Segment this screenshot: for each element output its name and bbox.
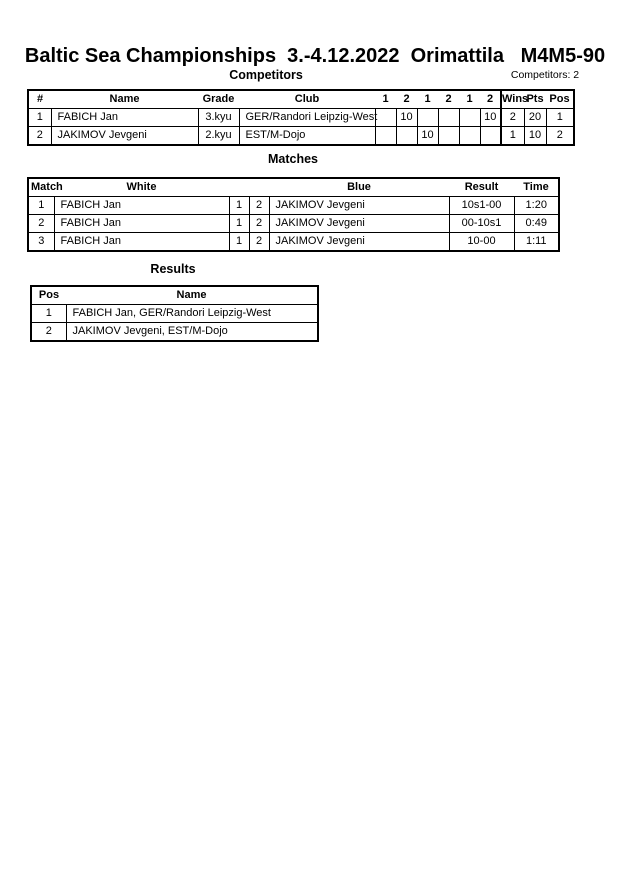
col-header-time: Time: [514, 178, 559, 197]
cell-result: 10-00: [449, 233, 514, 252]
cell-score: [459, 127, 480, 146]
match-row: [28, 233, 559, 252]
col-header-score: 1: [375, 90, 396, 109]
col-header-grade: Grade: [198, 90, 239, 109]
cell-result: 10s1-00: [449, 197, 514, 215]
cell-blue-num: 2: [249, 233, 269, 252]
cell-blue-name: JAKIMOV Jevgeni: [269, 215, 449, 233]
matches-table: [27, 177, 560, 252]
cell-score: [438, 109, 459, 127]
col-header-wins: Wins: [501, 90, 524, 109]
matches-section-heading: Matches: [267, 152, 319, 166]
cell-blue-num: 2: [249, 215, 269, 233]
cell-score: [417, 109, 438, 127]
col-header-club: Club: [239, 90, 375, 109]
cell-match-num: 3: [28, 233, 54, 252]
cell-score: [438, 127, 459, 146]
col-header-score: 1: [459, 90, 480, 109]
result-row: [31, 305, 318, 323]
competitors-section-heading: Competitors: [229, 68, 303, 82]
cell-wins: 1: [501, 127, 524, 146]
cell-name: FABICH Jan: [51, 109, 198, 127]
col-header-pos: Pos: [31, 286, 66, 305]
cell-white-num: 1: [229, 197, 249, 215]
cell-pos: 1: [31, 305, 66, 323]
cell-score: 10: [417, 127, 438, 146]
cell-pts: 20: [524, 109, 546, 127]
cell-pos: 2: [546, 127, 574, 146]
cell-white-name: FABICH Jan: [54, 215, 229, 233]
cell-pts: 10: [524, 127, 546, 146]
cell-name: JAKIMOV Jevgeni: [51, 127, 198, 146]
match-row: [28, 197, 559, 215]
col-header-score: 1: [417, 90, 438, 109]
cell-white-num: 1: [229, 215, 249, 233]
cell-club: EST/M-Dojo: [239, 127, 375, 146]
cell-score: [459, 109, 480, 127]
cell-white-num: 1: [229, 233, 249, 252]
cell-score: [480, 127, 501, 146]
cell-blue-num: 2: [249, 197, 269, 215]
page-title: Baltic Sea Championships 3.-4.12.2022 Orimattila M4M5-90: [24, 45, 606, 67]
col-header-blue: Blue: [269, 178, 449, 197]
results-header-row: [31, 286, 318, 305]
cell-blue-name: JAKIMOV Jevgeni: [269, 197, 449, 215]
cell-match-num: 1: [28, 197, 54, 215]
competitors-table: [27, 89, 575, 146]
cell-score: [396, 127, 417, 146]
cell-score: [375, 109, 396, 127]
cell-result: 00-10s1: [449, 215, 514, 233]
cell-match-num: 2: [28, 215, 54, 233]
competitors-header-row: [28, 90, 574, 109]
cell-num: 1: [28, 109, 51, 127]
col-header-score: 2: [438, 90, 459, 109]
col-header-name: Name: [66, 286, 318, 305]
cell-num: 2: [28, 127, 51, 146]
cell-score: 10: [480, 109, 501, 127]
col-header-pts: Pts: [524, 90, 546, 109]
col-header-name: Name: [51, 90, 198, 109]
cell-name: JAKIMOV Jevgeni, EST/M-Dojo: [66, 323, 318, 342]
cell-time: 1:11: [514, 233, 559, 252]
result-row: [31, 323, 318, 342]
cell-score: [375, 127, 396, 146]
results-table: [30, 285, 319, 342]
cell-time: 0:49: [514, 215, 559, 233]
competitor-row: [28, 127, 574, 146]
competitor-row: [28, 109, 574, 127]
cell-wins: 2: [501, 109, 524, 127]
col-header-score: 2: [480, 90, 501, 109]
cell-white-name: FABICH Jan: [54, 197, 229, 215]
matches-header-row: [28, 178, 559, 197]
cell-white-name: FABICH Jan: [54, 233, 229, 252]
col-header-score: 2: [396, 90, 417, 109]
cell-grade: 3.kyu: [198, 109, 239, 127]
cell-score: 10: [396, 109, 417, 127]
competitors-count: Competitors: 2: [510, 69, 580, 81]
results-section-heading: Results: [150, 262, 196, 276]
cell-name: FABICH Jan, GER/Randori Leipzig-West: [66, 305, 318, 323]
col-header-match: Match: [28, 178, 54, 197]
match-row: [28, 215, 559, 233]
cell-grade: 2.kyu: [198, 127, 239, 146]
cell-blue-name: JAKIMOV Jevgeni: [269, 233, 449, 252]
col-header-numbers: [229, 178, 269, 197]
col-header-result: Result: [449, 178, 514, 197]
cell-pos: 2: [31, 323, 66, 342]
col-header-num: #: [28, 90, 51, 109]
col-header-white: White: [54, 178, 229, 197]
cell-time: 1:20: [514, 197, 559, 215]
cell-pos: 1: [546, 109, 574, 127]
cell-club: GER/Randori Leipzig-West: [239, 109, 375, 127]
col-header-pos: Pos: [546, 90, 574, 109]
